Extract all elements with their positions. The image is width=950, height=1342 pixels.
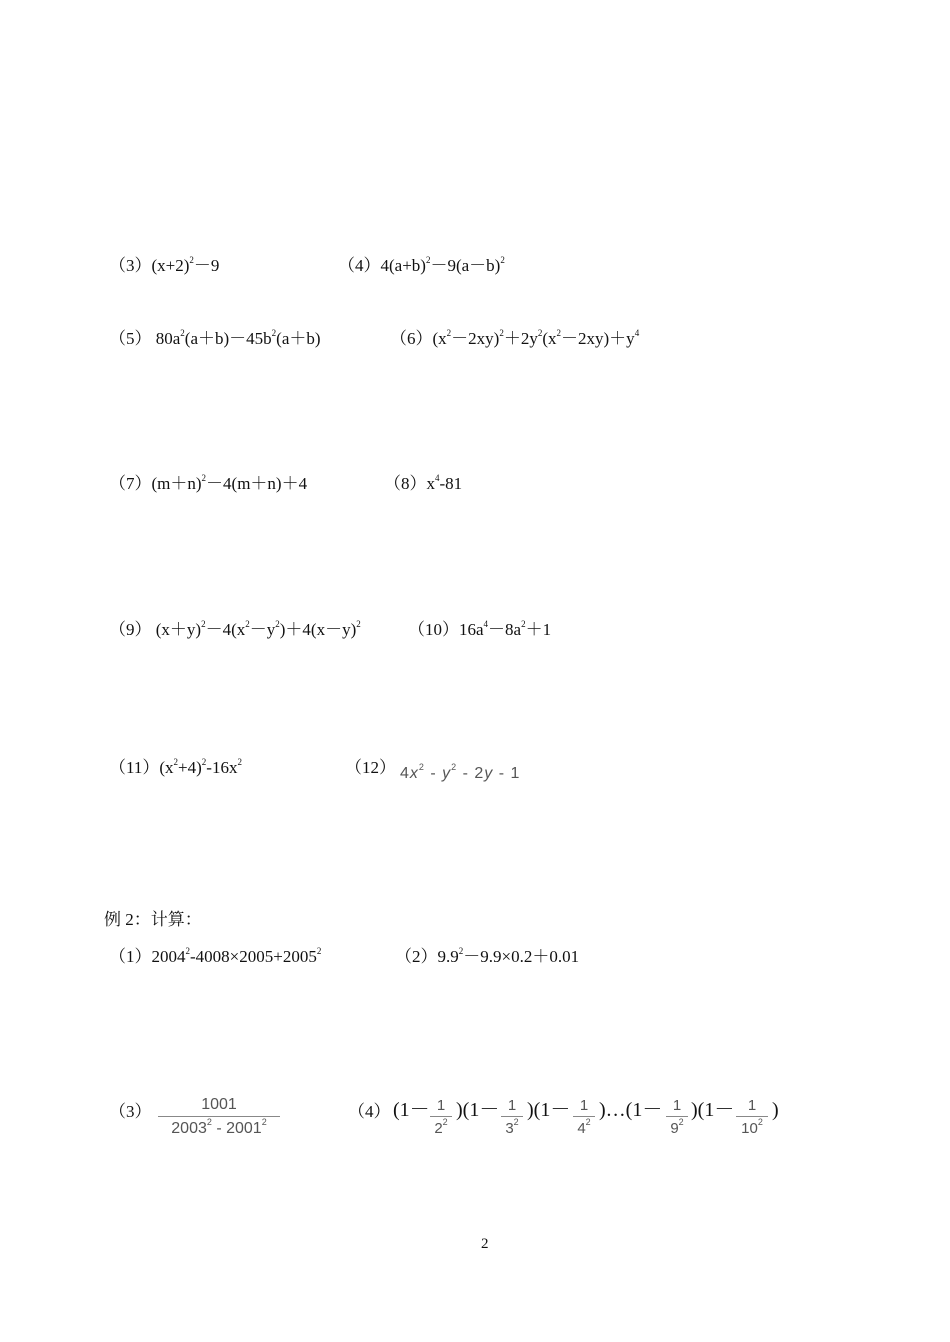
q4-mid-paren-2: )(1－ bbox=[527, 1099, 571, 1121]
problem-12-expression: $4x^2 - y^2 - 2y - 1$ bbox=[400, 762, 521, 782]
problem-label: （5） bbox=[109, 329, 152, 348]
problem-10: $(10)16a^4-8a^2+1$ bbox=[408, 619, 552, 639]
q4-fraction-3: 1 $4^2$ bbox=[573, 1097, 595, 1137]
problem-label: （12） bbox=[345, 758, 396, 777]
example-2-question-1: $(1)2004^2-4008\times 2005+2005^2$ bbox=[109, 946, 322, 966]
problem-5: （5） $80a^2(a+b)-45b^2(a+b)$ bbox=[109, 328, 321, 348]
fraction-denominator: 2003$^2$ - 2001$^2$ bbox=[171, 1117, 267, 1137]
problem-label: （9） bbox=[109, 620, 152, 639]
problem-label: （6） bbox=[390, 329, 433, 348]
problem-7: $(7)(m+n)^2-4(m+n)+4$ bbox=[109, 473, 308, 493]
q4-close-paren: ) bbox=[772, 1099, 779, 1121]
problem-6: $(6)(x^2-2xy)^2+2y^2(x^2-2xy)+y^4$ bbox=[390, 328, 640, 348]
problem-label: （3） bbox=[109, 256, 152, 275]
q4-open-paren: (1－ bbox=[393, 1099, 430, 1121]
problem-label: （1） bbox=[109, 947, 152, 966]
problem-label: （4） bbox=[338, 256, 381, 275]
example-2-question-2: $(2)9.9^2-9.9\times 0.2+0.01$ bbox=[395, 946, 580, 966]
problem-4: $(4)4(a+b)^2-9(a-b)^2$ bbox=[338, 255, 505, 275]
section-heading-example-2: 例 2：计算： bbox=[104, 910, 202, 929]
problem-9: （9） $(x+y)^2-4(x^2-y^2)+4(x-y)^2$ bbox=[109, 619, 361, 639]
q4-fraction-5: 1 $10^2$ bbox=[736, 1097, 768, 1137]
problem-3: $(3)(x+2)^2-9$ bbox=[109, 255, 220, 275]
example-2-question-3-fraction bbox=[158, 1096, 280, 1138]
page-number: 2 bbox=[481, 1236, 489, 1252]
problem-label: （10） bbox=[408, 620, 459, 639]
problem-label: （8） bbox=[384, 474, 427, 493]
fraction-numerator: 1001 bbox=[201, 1096, 237, 1113]
example-2-question-3-label bbox=[109, 1103, 152, 1120]
q4-mid-paren-1: )(1－ bbox=[456, 1099, 500, 1121]
problem-label: （2） bbox=[395, 947, 438, 966]
problem-label: （4） bbox=[348, 1102, 391, 1121]
problem-8: $(8)x^4-81$ bbox=[384, 473, 463, 493]
problem-label: （11） bbox=[109, 758, 160, 777]
problem-label: （3） bbox=[109, 1102, 152, 1121]
problem-11: $(11)(x^2+4)^2-16x^2$ bbox=[109, 757, 242, 777]
problem-12-label bbox=[345, 759, 396, 776]
problem-label: （7） bbox=[109, 474, 152, 493]
example-2-question-4-label bbox=[348, 1103, 391, 1120]
q4-mid-paren-3: )(1－ bbox=[691, 1099, 735, 1121]
q4-fraction-4: 1 $9^2$ bbox=[666, 1097, 688, 1137]
q4-ellipsis: )…(1－ bbox=[599, 1099, 663, 1121]
q4-fraction-2: 1 $3^2$ bbox=[501, 1097, 523, 1137]
q4-fraction-1: 1 $2^2$ bbox=[430, 1097, 452, 1137]
